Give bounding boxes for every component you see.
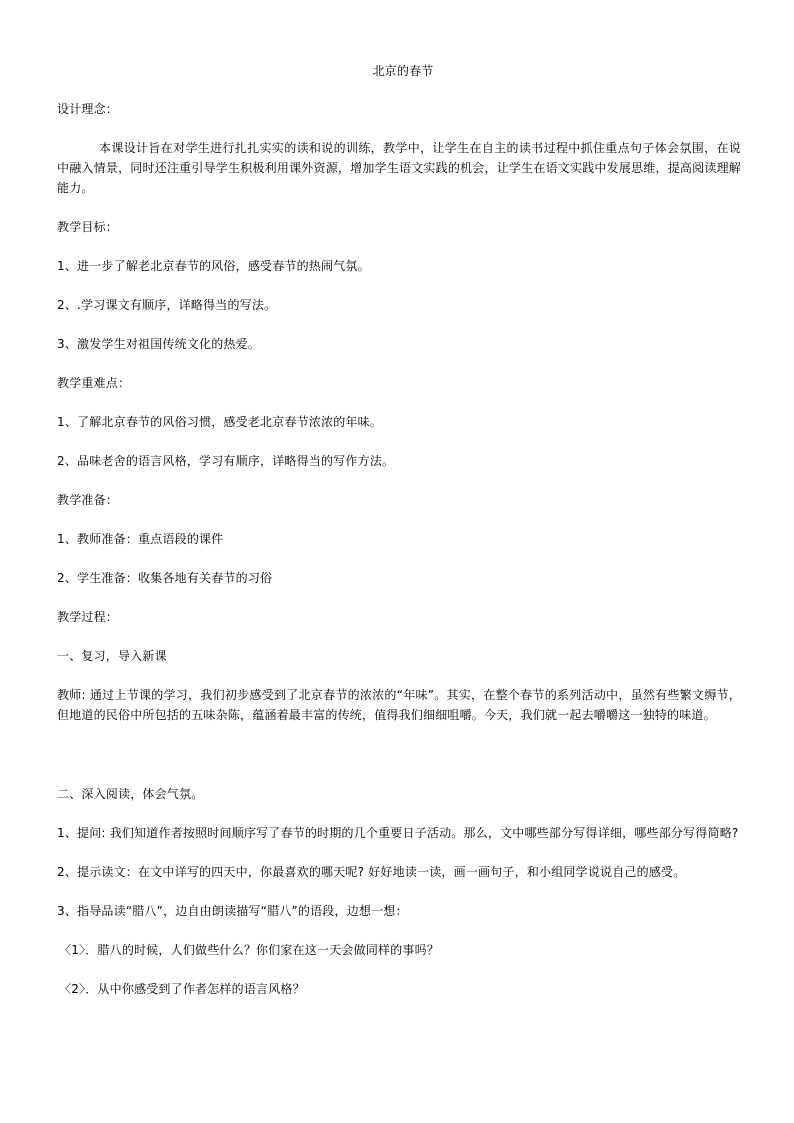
goals-heading: 教学目标： [57,220,119,234]
section-paragraph: 教师: 通过上节课的学习，我们初步感受到了北京春节的浓浓的“年味”。其实，在整个春节的系列活动中，虽然有些繁文缛节，但地道的民俗中所包括的五味杂陈，蕴涵着最丰富的传统，值得我们细细咀嚼。今天，我们就一起去嚼嚼这一独特的味道。 [57,688,741,722]
design-paragraph: 本课设计旨在对学生进行扎扎实实的读和说的训练，教学中，让学生在自主的读书过程中抓住重点句子体会氛围，在说中融入情景，同时还注重引导学生积极利用课外资源，增加学生语文实践的机会，让学生在语文实践中发展思维，提高阅读理解能力。 [57,141,741,195]
section-item: 2、提示读文：在文中详写的四天中，你最喜欢的哪天呢? 好好地读一读，画一画句子，和小组同学说说自己的感受。 [57,865,686,879]
section-heading: 一、复习，导入新课 [57,649,167,663]
document-body [57,61,741,1018]
sub-question: 〈2〉．从中你感受到了作者怎样的语言风格？ [59,982,305,996]
process-heading: 教学过程： [57,610,119,624]
section-item: 3、指导品读“腊八”，边自由朗读描写“腊八”的语段，边想一想： [57,904,408,918]
goal-item: 3、激发学生对祖国传统文化的热爱。 [57,337,261,351]
blank-space [57,744,741,784]
prep-item: 2、学生准备：收集各地有关春节的习俗 [57,571,273,585]
section-heading: 二、深入阅读，体会气氛。 [57,787,204,801]
prep-item: 1、教师准备：重点语段的课件 [57,532,224,546]
design-heading: 设计理念： [57,102,119,116]
goal-item: 2、.学习课文有顺序，详略得当的写法。 [57,298,277,312]
key-points-heading: 教学重难点： [57,376,131,390]
section-item: 1、提问: 我们知道作者按照时间顺序写了春节的时期的几个重要日子活动。那么，文中哪些部分写得详细，哪些部分写得简略? [57,826,739,840]
sub-question: 〈1〉．腊八的时候，人们做些什么？你们家在这一天会做同样的事吗？ [59,943,440,957]
key-point-item: 2、品味老舍的语言风格，学习有顺序，详略得当的写作方法。 [57,454,395,468]
goal-item: 1、进一步了解老北京春节的风俗，感受春节的热闹气氛。 [57,259,370,273]
document-title: 北京的春节 [372,64,434,78]
prep-heading: 教学准备： [57,493,119,507]
key-point-item: 1、了解北京春节的风俗习惯，感受老北京春节浓浓的年味。 [57,415,383,429]
